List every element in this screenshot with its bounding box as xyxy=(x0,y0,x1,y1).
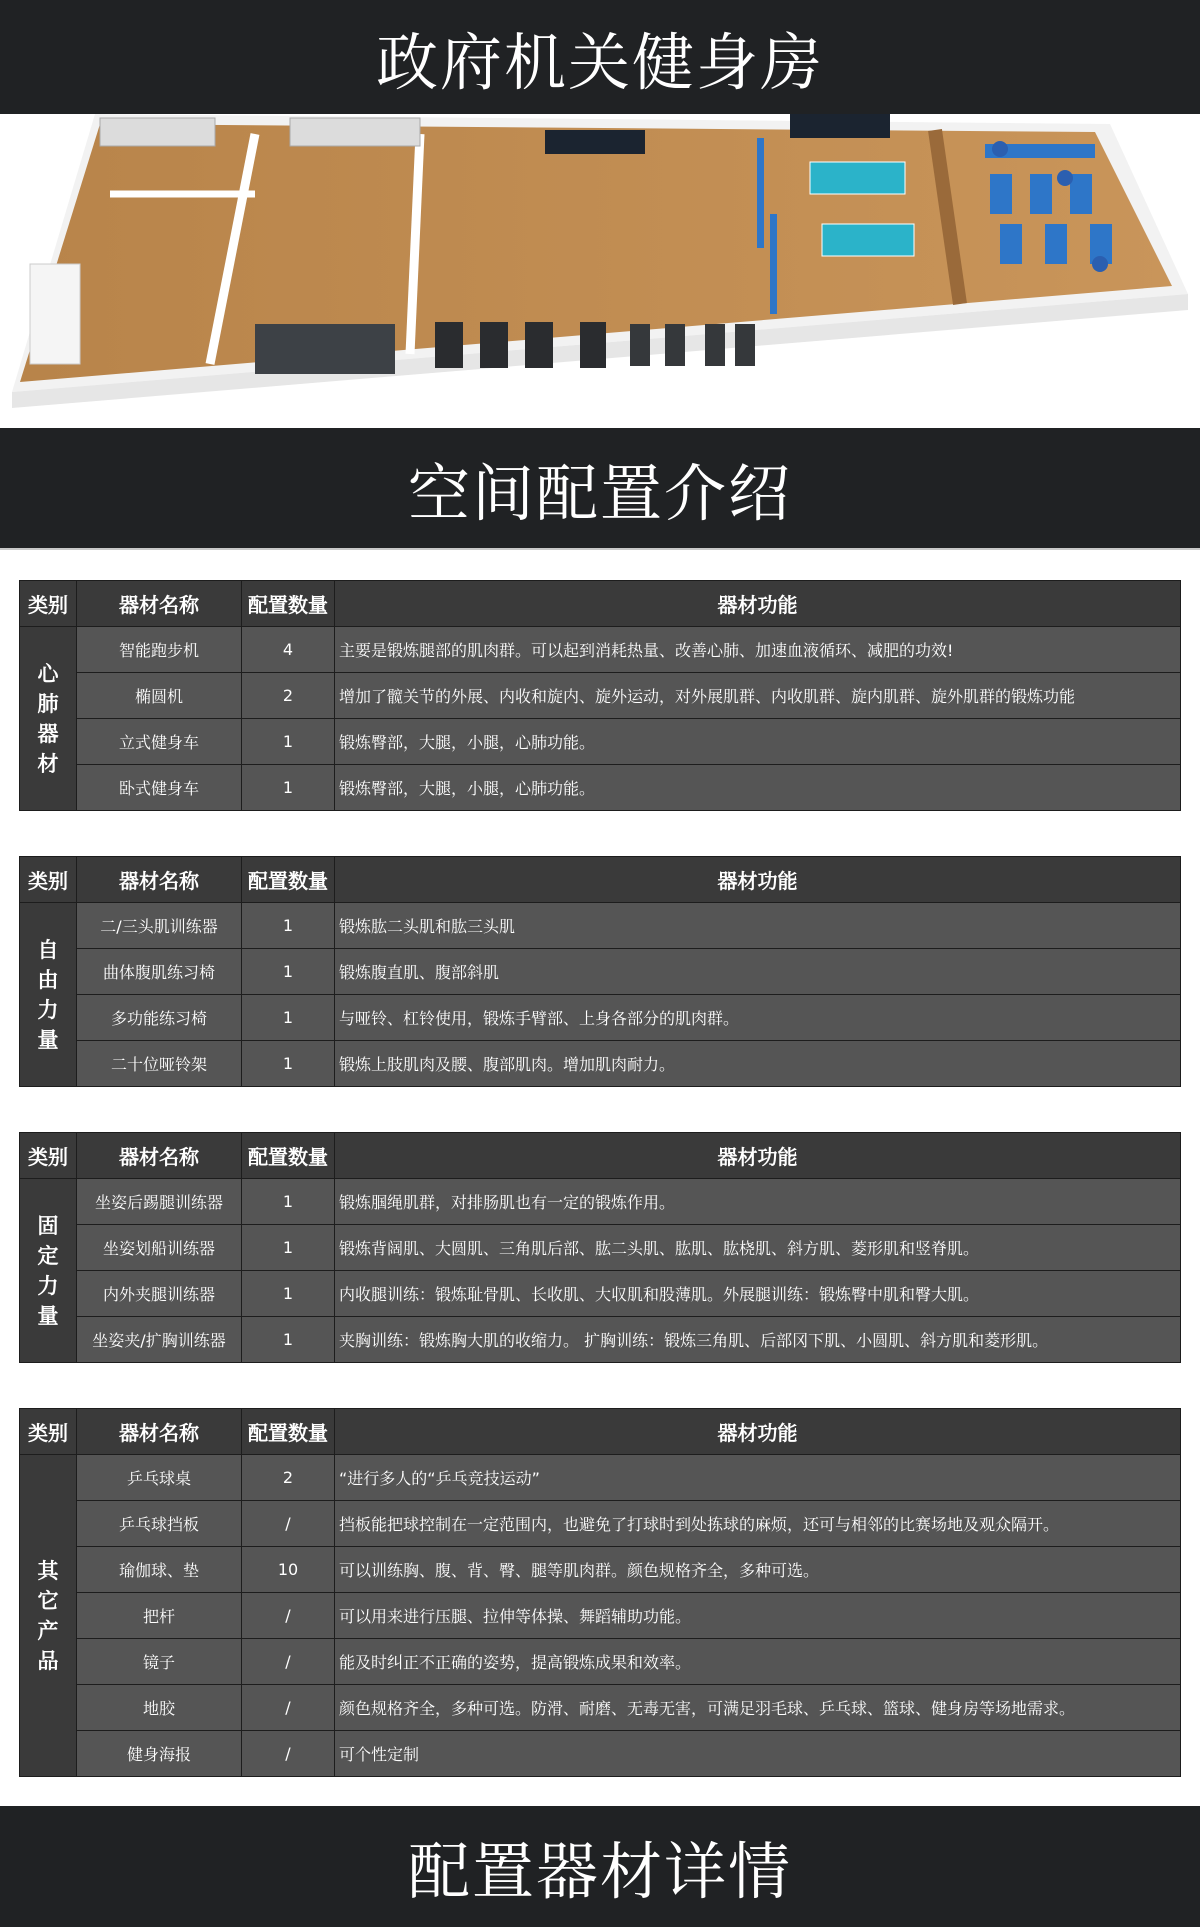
floor-plan-illustration xyxy=(0,114,1200,428)
header-category: 类别 xyxy=(20,1133,77,1179)
header-function: 器材功能 xyxy=(335,581,1181,627)
equipment-function: 与哑铃、杠铃使用，锻炼手臂部、上身各部分的肌肉群。 xyxy=(335,995,1181,1041)
equipment-function: 增加了髋关节的外展、内收和旋内、旋外运动，对外展肌群、内收肌群、旋内肌群、旋外肌群的锻炼功能 xyxy=(335,673,1181,719)
header-qty: 配置数量 xyxy=(242,581,335,627)
equipment-function: 可个性定制 xyxy=(335,1731,1181,1777)
category-cell: 其它产品 xyxy=(20,1455,77,1777)
equipment-function: 主要是锻炼腿部的肌肉群。可以起到消耗热量、改善心肺、加速血液循环、减肥的功效! xyxy=(335,627,1181,673)
equipment-qty: 1 xyxy=(242,903,335,949)
header-function: 器材功能 xyxy=(335,1409,1181,1455)
equipment-qty: / xyxy=(242,1639,335,1685)
equipment-qty: / xyxy=(242,1593,335,1639)
table-row xyxy=(20,903,1181,949)
table-row xyxy=(20,1639,1181,1685)
equipment-function: 夹胸训练：锻炼胸大肌的收缩力。 扩胸训练：锻炼三角肌、后部冈下肌、小圆肌、斜方肌和菱形肌。 xyxy=(335,1317,1181,1363)
section-title-banner xyxy=(0,428,1200,550)
equipment-qty: 1 xyxy=(242,1317,335,1363)
equipment-qty: 4 xyxy=(242,627,335,673)
table-row xyxy=(20,949,1181,995)
table-row xyxy=(20,1179,1181,1225)
equipment-name: 乒乓球桌 xyxy=(77,1455,242,1501)
table-row xyxy=(20,1271,1181,1317)
table-row xyxy=(20,1731,1181,1777)
details-title-banner xyxy=(0,1806,1200,1927)
floor-plan-image xyxy=(0,114,1200,428)
equipment-name: 多功能练习椅 xyxy=(77,995,242,1041)
table-row xyxy=(20,627,1181,673)
equipment-table-free-weights xyxy=(19,856,1181,1087)
equipment-function: 锻炼臀部，大腿，小腿，心肺功能。 xyxy=(335,765,1181,811)
equipment-name: 镜子 xyxy=(77,1639,242,1685)
table-row xyxy=(20,1225,1181,1271)
equipment-qty: 10 xyxy=(242,1547,335,1593)
equipment-name: 坐姿划船训练器 xyxy=(77,1225,242,1271)
category-cell: 固定力量 xyxy=(20,1179,77,1363)
equipment-function: 挡板能把球控制在一定范围内，也避免了打球时到处拣球的麻烦，还可与相邻的比赛场地及观众隔开。 xyxy=(335,1501,1181,1547)
equipment-name: 乒乓球挡板 xyxy=(77,1501,242,1547)
header-category: 类别 xyxy=(20,1409,77,1455)
header-qty: 配置数量 xyxy=(242,857,335,903)
equipment-qty: 1 xyxy=(242,719,335,765)
equipment-function: 可以训练胸、腹、背、臀、腿等肌肉群。颜色规格齐全，多种可选。 xyxy=(335,1547,1181,1593)
table-row xyxy=(20,765,1181,811)
equipment-qty: 1 xyxy=(242,1271,335,1317)
equipment-qty: 1 xyxy=(242,1179,335,1225)
table-row xyxy=(20,1501,1181,1547)
equipment-name: 把杆 xyxy=(77,1593,242,1639)
equipment-qty: 2 xyxy=(242,1455,335,1501)
equipment-function: 颜色规格齐全，多种可选。防滑、耐磨、无毒无害，可满足羽毛球、乒乓球、篮球、健身房等场地需求。 xyxy=(335,1685,1181,1731)
table-row xyxy=(20,673,1181,719)
equipment-name: 健身海报 xyxy=(77,1731,242,1777)
section-title: 空间配置介绍 xyxy=(407,456,792,530)
equipment-qty: 1 xyxy=(242,1041,335,1087)
header-function: 器材功能 xyxy=(335,857,1181,903)
header-category: 类别 xyxy=(20,857,77,903)
table-row xyxy=(20,1041,1181,1087)
equipment-table-other-products xyxy=(19,1408,1181,1777)
equipment-function: “进行多人的“乒乓竞技运动” xyxy=(335,1455,1181,1501)
equipment-qty: 2 xyxy=(242,673,335,719)
table-row xyxy=(20,1547,1181,1593)
equipment-function: 能及时纠正不正确的姿势，提高锻炼成果和效率。 xyxy=(335,1639,1181,1685)
table-row xyxy=(20,719,1181,765)
equipment-name: 二/三头肌训练器 xyxy=(77,903,242,949)
equipment-function: 锻炼腹直肌、腹部斜肌 xyxy=(335,949,1181,995)
header-name: 器材名称 xyxy=(77,1133,242,1179)
equipment-name: 内外夹腿训练器 xyxy=(77,1271,242,1317)
equipment-qty: 1 xyxy=(242,995,335,1041)
category-cell: 自由力量 xyxy=(20,903,77,1087)
equipment-qty: / xyxy=(242,1685,335,1731)
equipment-qty: 1 xyxy=(242,1225,335,1271)
table-row xyxy=(20,995,1181,1041)
equipment-function: 可以用来进行压腿、拉伸等体操、舞蹈辅助功能。 xyxy=(335,1593,1181,1639)
equipment-name: 坐姿后踢腿训练器 xyxy=(77,1179,242,1225)
header-name: 器材名称 xyxy=(77,581,242,627)
equipment-function: 锻炼肱二头肌和肱三头肌 xyxy=(335,903,1181,949)
header-category: 类别 xyxy=(20,581,77,627)
equipment-name: 椭圆机 xyxy=(77,673,242,719)
header-function: 器材功能 xyxy=(335,1133,1181,1179)
category-cell: 心肺器材 xyxy=(20,627,77,811)
equipment-function: 锻炼背阔肌、大圆肌、三角肌后部、肱二头肌、肱肌、肱桡肌、斜方肌、菱形肌和竖脊肌。 xyxy=(335,1225,1181,1271)
details-title: 配置器材详情 xyxy=(407,1835,792,1908)
table-row xyxy=(20,1317,1181,1363)
equipment-name: 地胶 xyxy=(77,1685,242,1731)
header-qty: 配置数量 xyxy=(242,1409,335,1455)
header-name: 器材名称 xyxy=(77,857,242,903)
header-qty: 配置数量 xyxy=(242,1133,335,1179)
equipment-qty: / xyxy=(242,1731,335,1777)
table-header-row xyxy=(20,581,1181,627)
equipment-name: 二十位哑铃架 xyxy=(77,1041,242,1087)
equipment-table-fixed-strength xyxy=(19,1132,1181,1363)
table-row xyxy=(20,1685,1181,1731)
table-row xyxy=(20,1593,1181,1639)
equipment-name: 卧式健身车 xyxy=(77,765,242,811)
equipment-table-cardio xyxy=(19,580,1181,811)
equipment-name: 智能跑步机 xyxy=(77,627,242,673)
equipment-function: 内收腿训练：锻炼耻骨肌、长收肌、大収肌和股薄肌。外展腿训练：锻炼臀中肌和臀大肌。 xyxy=(335,1271,1181,1317)
table-header-row xyxy=(20,1409,1181,1455)
equipment-name: 曲体腹肌练习椅 xyxy=(77,949,242,995)
equipment-name: 立式健身车 xyxy=(77,719,242,765)
equipment-function: 锻炼腘绳肌群，对排肠肌也有一定的锻炼作用。 xyxy=(335,1179,1181,1225)
table-row xyxy=(20,1455,1181,1501)
equipment-name: 瑜伽球、垫 xyxy=(77,1547,242,1593)
equipment-qty: 1 xyxy=(242,765,335,811)
table-header-row xyxy=(20,1133,1181,1179)
page-title-banner xyxy=(0,0,1200,114)
equipment-qty: 1 xyxy=(242,949,335,995)
table-header-row xyxy=(20,857,1181,903)
page-title: 政府机关健身房 xyxy=(375,25,824,99)
equipment-function: 锻炼臀部，大腿，小腿，心肺功能。 xyxy=(335,719,1181,765)
header-name: 器材名称 xyxy=(77,1409,242,1455)
equipment-qty: / xyxy=(242,1501,335,1547)
equipment-function: 锻炼上肢肌肉及腰、腹部肌肉。增加肌肉耐力。 xyxy=(335,1041,1181,1087)
equipment-name: 坐姿夹/扩胸训练器 xyxy=(77,1317,242,1363)
